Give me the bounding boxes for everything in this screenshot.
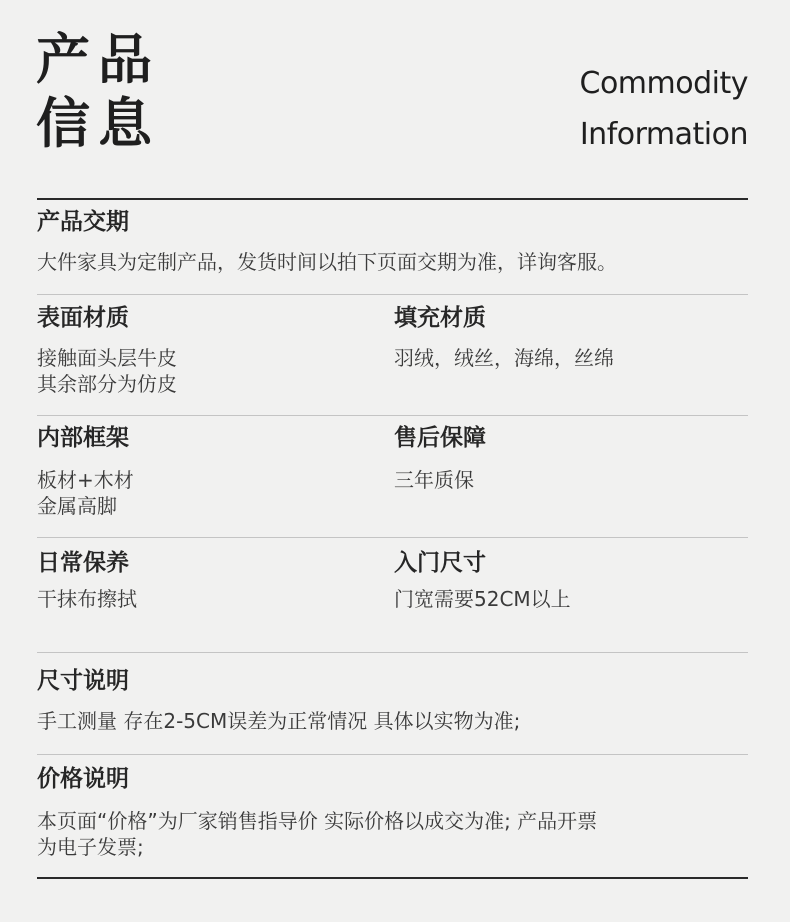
top-divider <box>37 198 748 200</box>
size-note-text: 手工测量 存在2-5CM误差为正常情况 具体以实物为准; <box>37 709 521 733</box>
size-note-section <box>37 666 748 734</box>
price-note-heading: 价格说明 <box>37 766 129 792</box>
frame-heading: 内部框架 <box>37 425 129 451</box>
aftersales-heading: 售后保障 <box>394 425 486 451</box>
frame-row <box>37 423 748 519</box>
divider <box>37 652 748 653</box>
inner-frame <box>37 423 748 519</box>
title-en-line2: Information <box>579 117 748 152</box>
divider <box>37 415 748 416</box>
aftersales-text: 三年质保 <box>394 468 474 492</box>
surface-line2: 其余部分为仿皮 <box>37 372 177 396</box>
delivery-heading: 产品交期 <box>37 209 129 235</box>
title-cn-line1: 产品 <box>36 28 160 91</box>
surface-heading: 表面材质 <box>37 305 129 331</box>
care-text: 干抹布擦拭 <box>37 587 137 611</box>
delivery-section <box>37 207 748 275</box>
frame-line1: 板材+木材 <box>37 468 134 492</box>
title-en-line1: Commodity <box>579 66 748 101</box>
divider <box>37 294 748 295</box>
filling-heading: 填充材质 <box>394 305 486 331</box>
filling-material <box>394 303 614 371</box>
care-heading: 日常保养 <box>37 550 129 576</box>
price-note-section <box>37 764 748 860</box>
frame-line2: 金属高脚 <box>37 494 117 518</box>
surface-line1: 接触面头层牛皮 <box>37 346 177 370</box>
after-sales <box>394 423 486 493</box>
material-row <box>37 303 748 397</box>
page-title-cn <box>36 28 160 156</box>
door-size <box>394 548 571 612</box>
price-note-line2: 为电子发票; <box>37 835 144 859</box>
delivery-text: 大件家具为定制产品，发货时间以拍下页面交期为准，详询客服。 <box>37 250 617 274</box>
divider <box>37 537 748 538</box>
daily-care <box>37 548 748 612</box>
page-title-en <box>580 58 749 160</box>
title-cn-line2: 信息 <box>36 92 160 155</box>
surface-material <box>37 303 748 397</box>
price-note-line1: 本页面“价格”为厂家销售指导价 实际价格以成交为准; 产品开票 <box>37 809 598 833</box>
size-note-heading: 尺寸说明 <box>37 668 129 694</box>
door-text: 门宽需要52CM以上 <box>394 587 571 611</box>
care-row <box>37 548 748 612</box>
bottom-divider <box>37 877 748 879</box>
door-heading: 入门尺寸 <box>394 550 486 576</box>
divider <box>37 754 748 755</box>
filling-text: 羽绒，绒丝，海绵，丝绵 <box>394 346 614 370</box>
